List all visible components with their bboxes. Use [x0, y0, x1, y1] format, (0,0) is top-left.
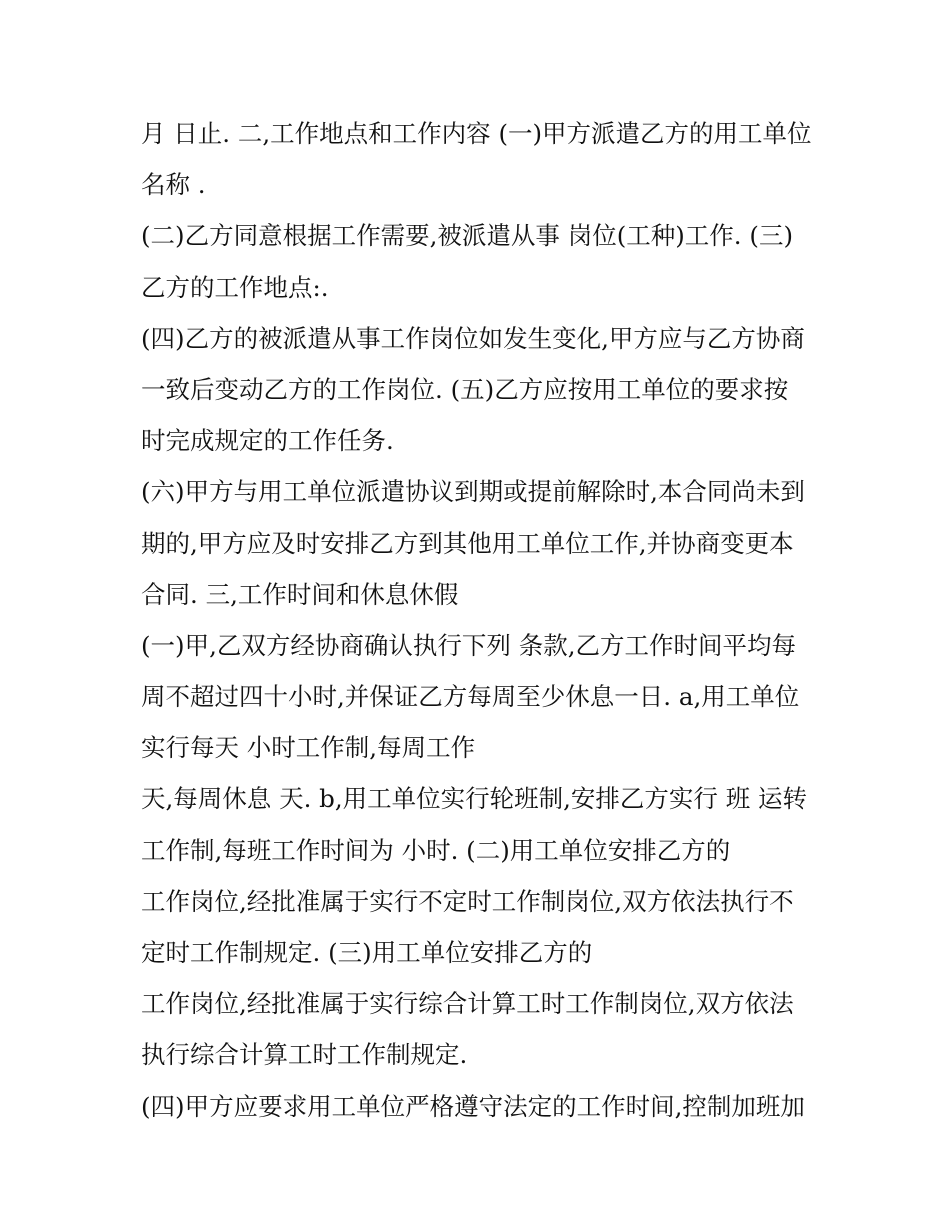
- text-line: 周不超过四十小时,并保证乙方每周至少休息一日. a,用工单位: [141, 682, 800, 712]
- text-line: (一)甲,乙双方经协商确认执行下列 条款,乙方工作时间平均每: [141, 630, 796, 660]
- text-line: 一致后变动乙方的工作岗位. (五)乙方应按用工单位的要求按: [141, 374, 789, 404]
- text-line: (二)乙方同意根据工作需要,被派遣从事 岗位(工种)工作. (三): [141, 221, 793, 251]
- text-line: 名称 .: [141, 170, 206, 200]
- text-line: 定时工作制规定. (三)用工单位安排乙方的: [141, 938, 593, 967]
- text-line: 月 日止. 二,工作地点和工作内容 (一)甲方派遣乙方的用工单位: [141, 119, 812, 148]
- text-line: (六)甲方与用工单位派遣协议到期或提前解除时,本合同尚未到: [141, 477, 805, 507]
- text-line: 工作岗位,经批准属于实行不定时工作制岗位,双方依法执行不: [141, 886, 794, 916]
- text-line: 乙方的工作地点:.: [141, 272, 329, 302]
- text-line: (四)甲方应要求用工单位严格遵守法定的工作时间,控制加班加: [141, 1091, 805, 1121]
- text-line: 时完成规定的工作任务.: [141, 426, 394, 456]
- text-line: 工作岗位,经批准属于实行综合计算工时工作制岗位,双方依法: [141, 989, 794, 1019]
- text-line: 执行综合计算工时工作制规定.: [141, 1040, 468, 1070]
- text-line: 天,每周休息 天. b,用工单位实行轮班制,安排乙方实行 班 运转: [141, 784, 807, 814]
- text-line: 工作制,每班工作时间为 小时. (二)用工单位安排乙方的: [141, 835, 731, 865]
- document-body: [141, 108, 821, 1132]
- text-line: 实行每天 小时工作制,每周工作: [141, 733, 476, 763]
- text-line: 期的,甲方应及时安排乙方到其他用工单位工作,并协商变更本: [141, 528, 794, 558]
- text-line: (四)乙方的被派遣从事工作岗位如发生变化,甲方应与乙方协商: [141, 323, 805, 353]
- text-line: 合同. 三,工作时间和休息休假: [141, 579, 459, 609]
